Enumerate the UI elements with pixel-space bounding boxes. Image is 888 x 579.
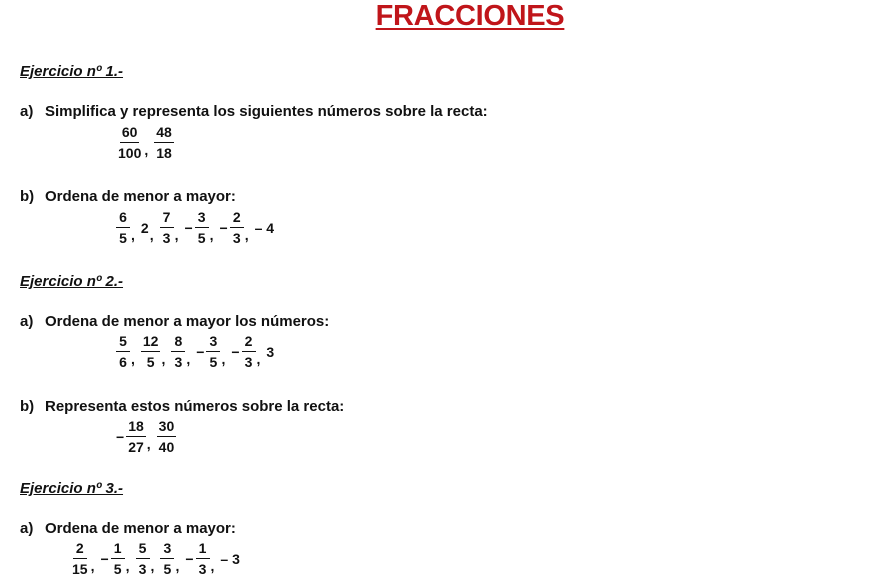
minus-sign: − [116, 428, 125, 445]
question-letter: b) [20, 188, 35, 205]
numerator: 3 [206, 334, 220, 352]
question-text: Ordena de menor a mayor: [45, 520, 236, 537]
comma-separator: , [90, 558, 95, 574]
comma-separator: , [150, 558, 155, 574]
numerator: 8 [171, 334, 185, 352]
numerator: 6 [116, 210, 130, 228]
fraction [111, 541, 125, 576]
numerator: 30 [157, 419, 177, 437]
page-title: FRACCIONES [375, 0, 565, 32]
question-text: Representa estos números sobre la recta: [45, 398, 345, 415]
numerator: 1 [196, 541, 210, 559]
exercise-2-question-a [20, 313, 329, 330]
minus-sign: − [185, 550, 194, 567]
denominator: 5 [209, 354, 218, 370]
exercise-3-heading: Ejercicio nº 3.- [20, 480, 124, 497]
fraction [160, 541, 174, 576]
fraction [154, 125, 174, 160]
fraction [116, 334, 130, 369]
exercise-2-question-b [20, 398, 344, 415]
denominator: 15 [72, 561, 88, 577]
denominator: 5 [163, 561, 172, 577]
comma-separator: , [210, 558, 215, 574]
exercise-1-heading: Ejercicio nº 1.- [20, 63, 124, 80]
comma-separator: , [174, 227, 179, 243]
denominator: 5 [197, 230, 206, 246]
comma-separator: , [146, 436, 151, 452]
denominator: 6 [119, 354, 127, 370]
minus-sign: − [100, 550, 109, 567]
numerator: 7 [160, 210, 174, 228]
denominator: 3 [138, 561, 147, 577]
comma-separator: , [244, 227, 249, 243]
numerator: 5 [116, 334, 130, 352]
denominator: 3 [244, 354, 253, 370]
denominator: 5 [119, 230, 127, 246]
exercise-1-b-math [116, 210, 274, 245]
exercise-2-b-math [116, 419, 176, 454]
integer-value: 2 [140, 219, 149, 236]
numerator: 5 [136, 541, 150, 559]
integer-value: 3 [266, 343, 275, 360]
denominator: 3 [162, 230, 171, 246]
question-letter: a) [20, 520, 34, 537]
comma-separator: , [149, 227, 154, 243]
exercise-3-a-math [70, 541, 240, 576]
fraction [157, 419, 177, 454]
comma-separator: , [131, 351, 135, 367]
denominator: 27 [128, 439, 144, 455]
exercise-1-question-a [20, 103, 488, 120]
denominator: 100 [118, 145, 142, 161]
exercise-3-question-a [20, 520, 236, 537]
fraction [196, 541, 210, 576]
fraction [116, 125, 143, 160]
comma-separator: , [175, 558, 180, 574]
fraction [160, 210, 174, 245]
question-text: Ordena de menor a mayor los números: [45, 313, 330, 330]
comma-separator: , [186, 351, 191, 367]
fraction [126, 419, 146, 454]
question-letter: a) [20, 103, 34, 120]
minus-sign: − [196, 343, 205, 360]
numerator: 3 [195, 210, 209, 228]
fraction [206, 334, 220, 369]
numerator: 12 [141, 334, 161, 352]
exercise-2-a-math [116, 334, 274, 369]
numerator: 2 [73, 541, 87, 559]
denominator: 3 [232, 230, 241, 246]
numerator: 48 [154, 125, 174, 143]
numerator: 60 [120, 125, 140, 143]
integer-value: – 3 [220, 550, 240, 567]
numerator: 1 [111, 541, 125, 559]
comma-separator: , [125, 558, 130, 574]
comma-separator: , [209, 227, 214, 243]
exercise-1-a-math [116, 125, 174, 160]
fraction [141, 334, 161, 369]
exercise-2-heading: Ejercicio nº 2.- [20, 273, 124, 290]
minus-sign: − [219, 219, 228, 236]
denominator: 3 [174, 354, 183, 370]
numerator: 2 [242, 334, 256, 352]
comma-separator: , [221, 351, 226, 367]
fraction [230, 210, 244, 245]
numerator: 3 [160, 541, 174, 559]
fraction [195, 210, 209, 245]
comma-separator: , [256, 351, 261, 367]
minus-sign: − [231, 343, 240, 360]
comma-separator: , [144, 142, 149, 158]
denominator: 3 [198, 561, 207, 577]
fraction [116, 210, 130, 245]
fraction [70, 541, 90, 576]
denominator: 18 [156, 145, 172, 161]
question-letter: a) [20, 313, 34, 330]
denominator: 5 [113, 561, 122, 577]
numerator: 18 [126, 419, 146, 437]
denominator: 5 [146, 354, 155, 370]
fraction [171, 334, 185, 369]
comma-separator: , [161, 351, 166, 367]
numerator: 2 [230, 210, 244, 228]
question-text: Ordena de menor a mayor: [45, 188, 236, 205]
question-letter: b) [20, 398, 35, 415]
minus-sign: − [184, 219, 193, 236]
question-text: Simplifica y representa los siguientes números sobre la recta: [45, 103, 488, 120]
fraction [136, 541, 150, 576]
integer-value: – 4 [254, 219, 275, 236]
fraction [242, 334, 256, 369]
denominator: 40 [158, 439, 175, 455]
comma-separator: , [131, 227, 135, 243]
exercise-1-question-b [20, 188, 236, 205]
